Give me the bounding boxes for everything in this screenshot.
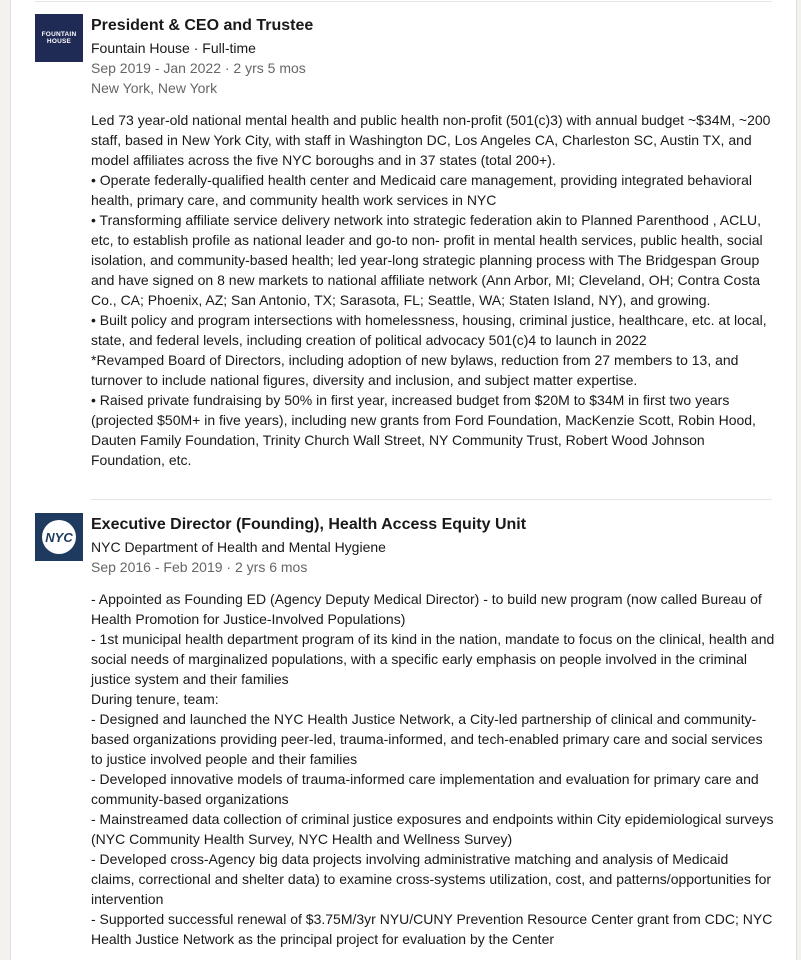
experience-info bbox=[91, 513, 781, 949]
job-title: Executive Director (Founding), Health Access Equity Unit bbox=[91, 516, 527, 533]
nyc-health-logo[interactable] bbox=[35, 513, 83, 561]
job-description: - Appointed as Founding ED (Agency Deputy Medical Director) - to build new program (now called Bureau of Health Promotion for Justice-Involved Populations) - 1st municipal health department program of its kind in the nation, mandate to focus on the clinical, health and social needs of marginalized populations, with a specific early emphasis on people involved in the criminal justice system and their families During tenure, team: - Designed and launched the NYC Health Justice Network, a City-led partnership of clinical and community-based organizations providing peer-led, trauma-informed, and tech-enabled primary care and social services to justice involved people and their families - Developed innovative models of trauma-informed care implementation and evaluation for primary care and community-based organizations - Mainstreamed data collection of criminal justice exposures and endpoints within City epidemiological surveys (NYC Community Health Survey, NYC Health and Wellness Survey) - Developed cross-Agency big data projects involving administrative matching and analysis of Medicaid claims, correctional and shelter data) to examine cross-systems utilization, cost, and patterns/opportunities for intervention - Supported successful renewal of $3.75M/3yr NYU/CUNY Prevention Resource Center grant from CDC; NYC Health Justice Network as the principal project for evaluation by the Center bbox=[91, 591, 775, 947]
job-description: Led 73 year-old national mental health and public health non-profit (501(c)3) with annual budget ~$34M, ~200 staff, based in New York City, with staff in Washington DC, Los Angeles CA, Charleston SC, Austin TX, and model affiliates across the five NYC boroughs and in 37 states (total 200+). • Operate federally-qualified health center and Medicaid care management, providing integrated behavioral health, primary care, and community health work services in NYC • Transforming affiliate service delivery network into strategic federation akin to Planned Parenthood , ACLU, etc, to establish profile as national leader and go-to non- profit in mental health services, public health, social isolation, and community-based health; led year-long strategic planning process with The Bridgespan Group and have signed on 8 new markets to national affiliate network (Ann Arbor, MI; Cleveland, OH; Contra Costa Co., CA; Phoenix, AZ; San Antonio, TX; Sarasota, FL; Seattle, WA; Staten Island, NY), and growing. • Built policy and program intersections with homelessness, housing, criminal justice, healthcare, etc. at local, state, and federal levels, including creation of political advocacy 501(c)4 to launch in 2022 *Revamped Board of Directors, including adoption of new bylaws, reduction from 27 members to 13, and turnover to include national figures, diversity and inclusion, and subject matter expertise. • Raised private fundraising by 50% in first year, increased budget from $20M to $34M in first two years (projected $50M+ in five years), including new grants from Ford Foundation, MacKenzie Scott, Robin Hood, Dauten Family Foundation, Trinity Church Wall Street, NY Community Trust, Robert Wood Johnson Foundation, etc. bbox=[91, 112, 771, 468]
nyc-logo-circle bbox=[42, 520, 76, 554]
company-name[interactable]: Fountain House · Full-time bbox=[91, 40, 256, 56]
experience-info bbox=[91, 14, 781, 470]
job-location: New York, New York bbox=[91, 80, 218, 96]
date-range: Sep 2019 - Jan 2022 · 2 yrs 5 mos bbox=[91, 60, 306, 76]
logo-text: FOUNTAIN HOUSE bbox=[41, 31, 77, 45]
experience-card bbox=[10, 0, 797, 960]
job-title: President & CEO and Trustee bbox=[91, 17, 314, 34]
logo-text: NYC bbox=[45, 529, 73, 545]
fountain-house-logo[interactable] bbox=[35, 14, 83, 62]
top-divider bbox=[35, 1, 772, 2]
company-name[interactable]: NYC Department of Health and Mental Hygiene bbox=[91, 539, 386, 555]
entry-divider bbox=[91, 499, 772, 500]
date-range: Sep 2016 - Feb 2019 · 2 yrs 6 mos bbox=[91, 559, 308, 575]
